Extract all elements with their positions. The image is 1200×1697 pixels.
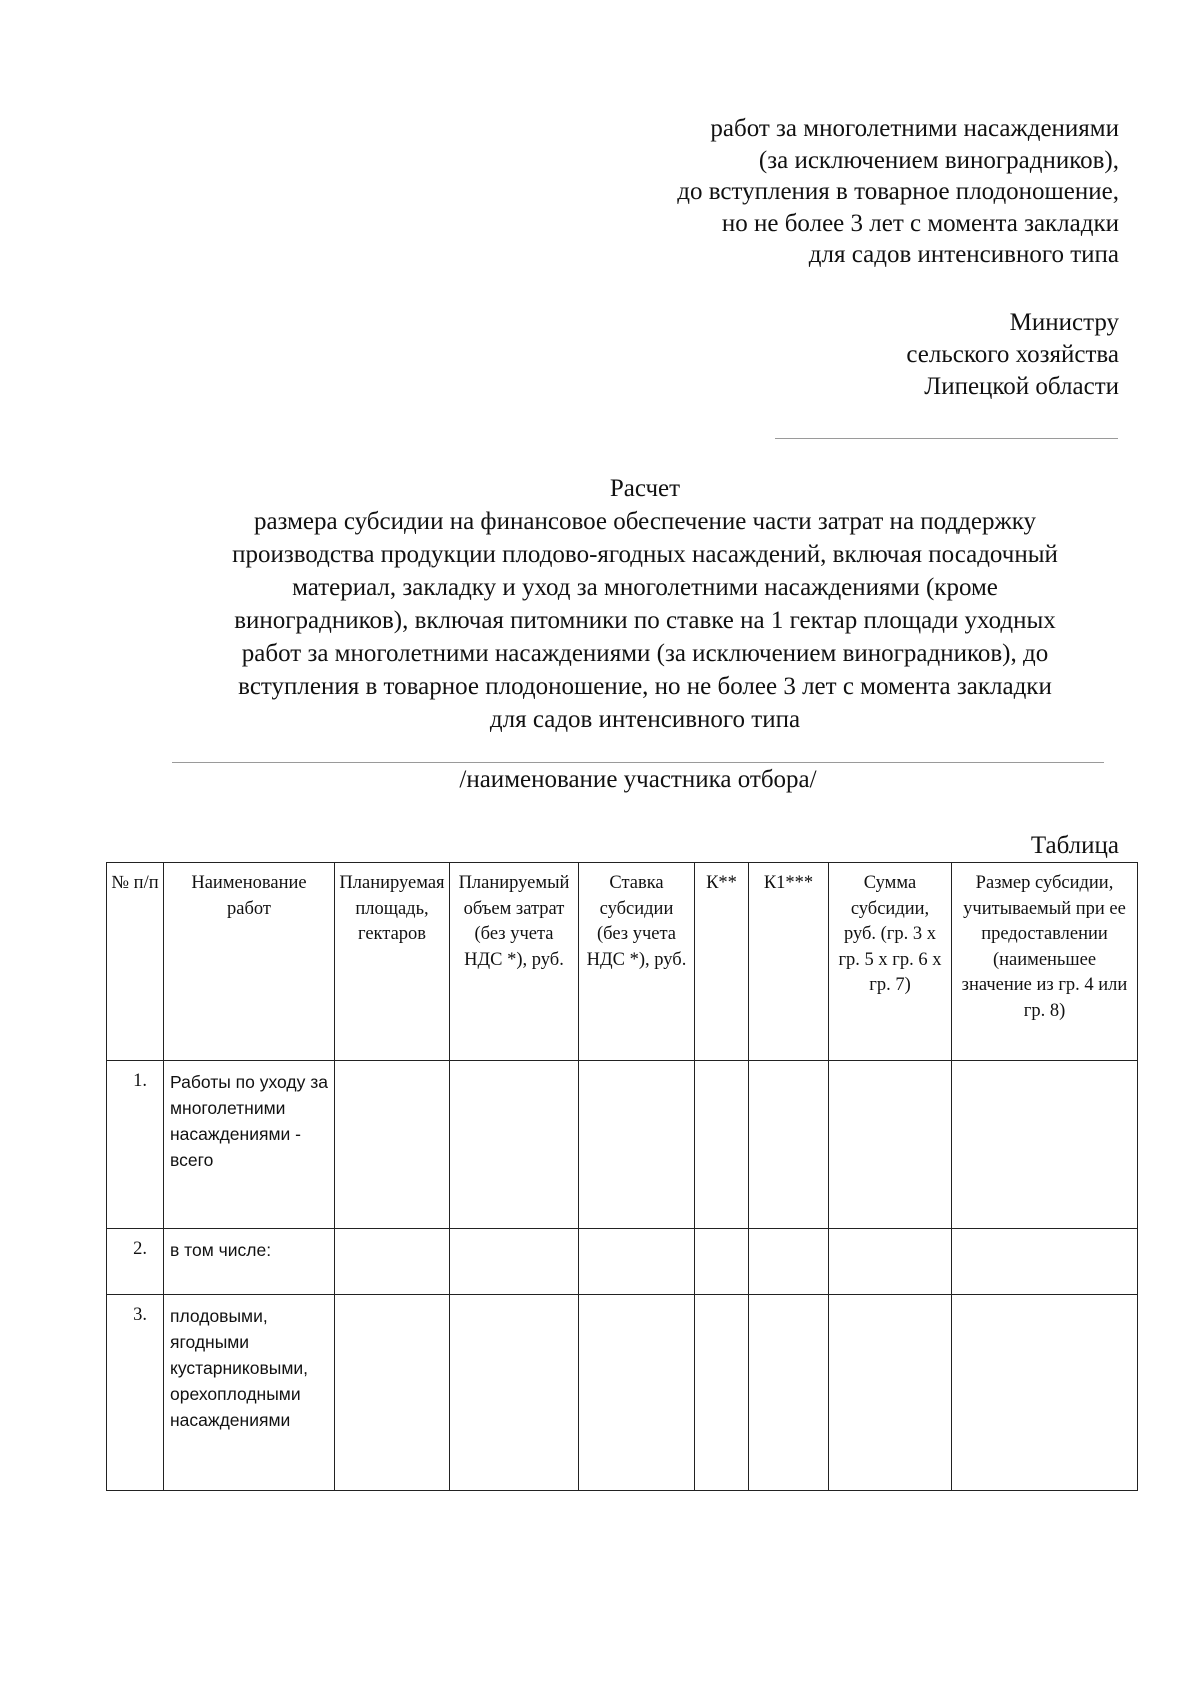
row-cell — [450, 1061, 579, 1229]
header-cell-k1: К1*** — [749, 863, 829, 1061]
row-name: Работы по уходу за многолетними насаждениями - всего — [164, 1061, 335, 1229]
subsidy-table — [106, 862, 1138, 1491]
title-line: виноградников), включая питомники по ставке на 1 гектар площади уходных — [234, 607, 1056, 634]
addressee-block — [906, 307, 1119, 403]
row-num: 1. — [107, 1061, 164, 1229]
title-line: вступления в товарное плодоношение, но не более 3 лет с момента закладки — [238, 673, 1052, 700]
row-cell — [829, 1061, 952, 1229]
participant-name-line — [172, 762, 1104, 763]
table-row — [107, 1229, 1138, 1295]
row-cell — [450, 1229, 579, 1295]
addressee-signature-line — [775, 438, 1118, 439]
row-num: 2. — [107, 1229, 164, 1295]
header-cell-rate: Ставка субсидии (без учета НДС *), руб. — [579, 863, 695, 1061]
title-line: материал, закладку и уход за многолетними насаждениями (кроме — [292, 574, 998, 601]
addressee-line: Липецкой области — [924, 373, 1119, 400]
header-line: для садов интенсивного типа — [808, 241, 1119, 268]
row-cell — [579, 1061, 695, 1229]
row-cell — [579, 1229, 695, 1295]
table-header-row — [107, 863, 1138, 1061]
header-line: работ за многолетними насаждениями — [710, 115, 1119, 142]
header-line: до вступления в товарное плодоношение, — [677, 178, 1119, 205]
header-cell-k: К** — [695, 863, 749, 1061]
row-cell — [952, 1295, 1138, 1491]
row-cell — [335, 1229, 450, 1295]
document-title — [140, 472, 1150, 736]
row-cell — [695, 1229, 749, 1295]
header-block — [677, 113, 1119, 271]
participant-caption: /наименование участника отбора/ — [459, 766, 817, 793]
row-cell — [952, 1229, 1138, 1295]
header-cell-area: Планируемая площадь, гектаров — [335, 863, 450, 1061]
addressee-line: сельского хозяйства — [906, 341, 1119, 368]
header-line: (за исключением виноградников), — [758, 146, 1119, 174]
title-line: работ за многолетними насаждениями (за исключением виноградников), до — [241, 640, 1049, 667]
row-cell — [829, 1229, 952, 1295]
row-cell — [749, 1229, 829, 1295]
table-label: Таблица — [1030, 832, 1119, 859]
title-line: для садов интенсивного типа — [489, 706, 801, 733]
row-cell — [335, 1061, 450, 1229]
row-cell — [335, 1295, 450, 1491]
title-line: производства продукции плодово-ягодных насаждений, включая посадочный — [232, 541, 1058, 568]
table-row — [107, 1061, 1138, 1229]
row-cell — [749, 1295, 829, 1491]
header-cell-name: Наименование работ — [164, 863, 335, 1061]
row-cell — [749, 1061, 829, 1229]
header-cell-costs: Планируемый объем затрат (без учета НДС *), руб. — [450, 863, 579, 1061]
header-cell-sum: Сумма субсидии, руб. (гр. 3 х гр. 5 х гр. 6 х гр. 7) — [829, 863, 952, 1061]
header-cell-subsidy-size: Размер субсидии, учитываемый при ее предоставлении (наименьшее значение из гр. 4 или гр. 8) — [952, 863, 1138, 1061]
addressee-line: Министру — [1009, 309, 1119, 336]
row-cell — [695, 1061, 749, 1229]
title-line: размера субсидии на финансовое обеспечение части затрат на поддержку — [253, 508, 1037, 535]
row-num: 3. — [107, 1295, 164, 1491]
row-name: в том числе: — [164, 1229, 335, 1295]
row-name: плодовыми, ягодными кустарниковыми, орехоплодными насаждениями — [164, 1295, 335, 1491]
header-line: но не более 3 лет с момента закладки — [721, 209, 1119, 237]
row-cell — [450, 1295, 579, 1491]
row-cell — [695, 1295, 749, 1491]
row-cell — [829, 1295, 952, 1491]
row-cell — [579, 1295, 695, 1491]
table-row — [107, 1295, 1138, 1491]
row-cell — [952, 1061, 1138, 1229]
header-cell-num: № п/п — [107, 863, 164, 1061]
title-line: Расчет — [609, 475, 681, 502]
